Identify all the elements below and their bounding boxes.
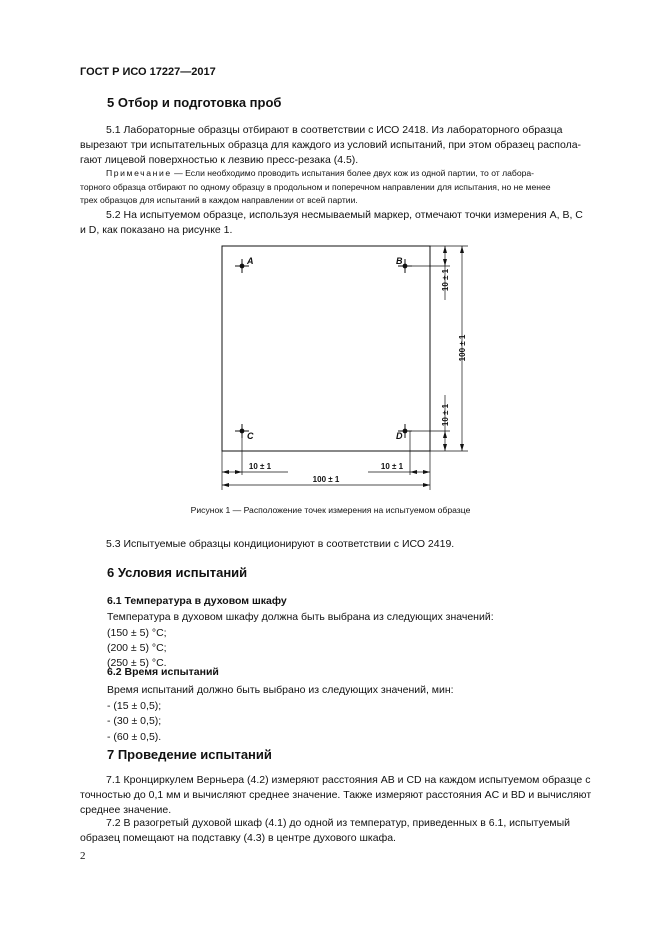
paragraph-5-2 [80,208,616,238]
note-line-3: трех образцов для испытаний в каждом направлении от всей партии. [80,195,358,205]
note-line-2: торного образца отбирают по одному образцу в продольном и поперечном направлении для испытания, но не менее [80,181,551,192]
time-value-2: - (30 ± 0,5); [107,715,162,727]
subsection-6-2-text: Время испытаний должно быть выбрано из следующих значений, мин: [107,684,454,696]
time-value-1: - (15 ± 0,5); [107,700,162,712]
point-a-marker [240,264,245,269]
paragraph-5-1 [80,123,616,168]
paragraph-7-2-line-2: образец помещают на подставку (4.3) в центре духового шкафа. [80,832,396,844]
dim-bottom-edge: 10 ± 1 [441,403,450,427]
paragraph-5-1-line-1: 5.1 Лабораторные образцы отбирают в соответствии с ИСО 2418. Из лабораторного образца [106,124,563,136]
subsection-6-1-text: Температура в духовом шкафу должна быть выбрана из следующих значений: [107,611,494,623]
note-label: Примечание [106,168,172,178]
figure-1-caption: Рисунок 1 — Расположение точек измерения на испытуемом образце [190,505,471,515]
sample-outline [222,246,430,451]
note-5-1 [80,167,616,208]
paragraph-7-2 [80,816,616,846]
paragraph-7-1 [80,773,616,818]
paragraph-7-2-line-1: 7.2 В разогретый духовой шкаф (4.1) до одной из температур, приведенных в 6.1, испытуемый [106,817,571,829]
subsection-6-2-heading: 6.2 Время испытаний [107,666,219,678]
note-line-1: — Если необходимо проводить испытания более двух кож из одной партии, то от лабора- [171,168,535,178]
paragraph-7-1-line-2: точностью до 0,1 мм и вычисляют среднее значение. Также измеряют расстояния AC и BD и вычисляют [80,789,592,801]
dim-horizontal-side: 100 ± 1 [312,475,340,484]
point-d-label: D [396,431,403,441]
section-6-heading: 6 Условия испытаний [107,565,248,580]
temperature-value-2: (200 ± 5) °С; [107,642,167,654]
temperature-value-3: (250 ± 5) °С. [107,657,167,669]
section-5-heading: 5 Отбор и подготовка проб [107,95,282,110]
dim-right-edge: 10 ± 1 [380,462,404,471]
point-b-label: B [396,256,403,266]
page-number: 2 [80,850,86,862]
paragraph-5-3: 5.3 Испытуемые образцы кондиционируют в соответствии с ИСО 2419. [106,538,455,550]
paragraph-7-1-line-3: среднее значение. [80,804,172,816]
figure-1-diagram [200,240,490,500]
temperature-value-1: (150 ± 5) °С; [107,627,167,639]
point-a-label: A [247,256,254,266]
paragraph-5-2-line-1: 5.2 На испытуемом образце, используя несмываемый маркер, отмечают точки измерения A, B, C [106,209,583,221]
point-d-marker [403,429,408,434]
section-7-heading: 7 Проведение испытаний [107,747,272,762]
subsection-6-1-heading: 6.1 Температура в духовом шкафу [107,595,287,607]
time-value-3: - (60 ± 0,5). [107,731,162,743]
paragraph-5-1-line-2: вырезают три испытательных образца для каждого из условий испытаний, при этом образец распола- [80,139,582,151]
dim-top-edge: 10 ± 1 [441,268,450,292]
paragraph-5-2-line-2: и D, как показано на рисунке 1. [80,224,233,236]
paragraph-5-1-line-3: гают лицевой поверхностью к лезвию пресс-резака (4.5). [80,154,359,166]
document-header: ГОСТ Р ИСО 17227—2017 [80,66,216,78]
point-b-marker [403,264,408,269]
dim-left-edge: 10 ± 1 [248,462,272,471]
point-c-label: C [247,431,254,441]
paragraph-7-1-line-1: 7.1 Кронциркулем Верньера (4.2) измеряют расстояния AB и CD на каждом испытуемом образце с [106,774,591,786]
dim-vertical-side: 100 ± 1 [458,334,467,362]
point-c-marker [240,429,245,434]
